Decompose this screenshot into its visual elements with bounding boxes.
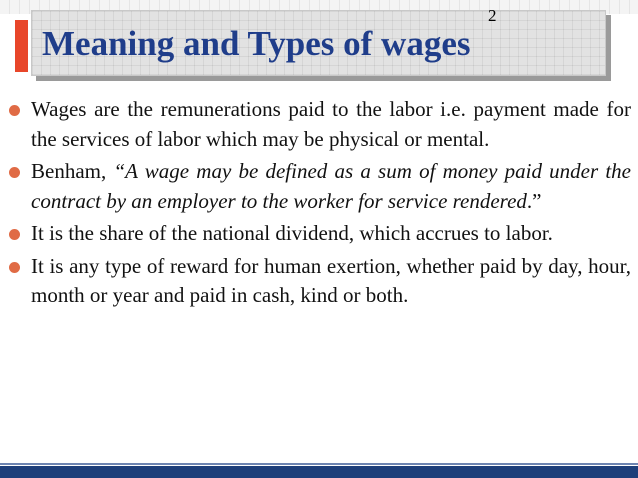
bullet-dot-icon	[9, 167, 20, 178]
bullet-item-4	[0, 252, 631, 311]
bullet-prefix: Benham,	[31, 159, 114, 183]
bullet-quote: “A wage may be defined as a sum of money paid under the contract by an employer to the worker for service rendered	[31, 159, 631, 213]
bullet-text: It is any type of reward for human exertion, whether paid by day, hour, month or year and paid in cash, kind or both.	[31, 253, 631, 307]
bullet-suffix: .”	[526, 188, 542, 213]
bullet-text: Wages are the remunerations paid to the labor i.e. payment made for the services of labor which may be physical or mental.	[31, 97, 631, 151]
title-accent-bar	[15, 20, 28, 72]
bullet-text: It is the share of the national dividend, which accrues to labor.	[31, 221, 553, 245]
bullet-item-1	[0, 95, 631, 154]
bullet-dot-icon	[9, 229, 20, 240]
bullet-list	[0, 95, 638, 314]
slide-title: Meaning and Types of wages	[42, 24, 471, 63]
footer-bar	[0, 466, 638, 478]
bullet-dot-icon	[9, 105, 20, 116]
slide-number: 2	[488, 6, 497, 25]
footer-divider	[0, 463, 638, 465]
bullet-item-3	[0, 219, 631, 249]
bullet-dot-icon	[9, 262, 20, 273]
bullet-item-2	[0, 157, 631, 216]
